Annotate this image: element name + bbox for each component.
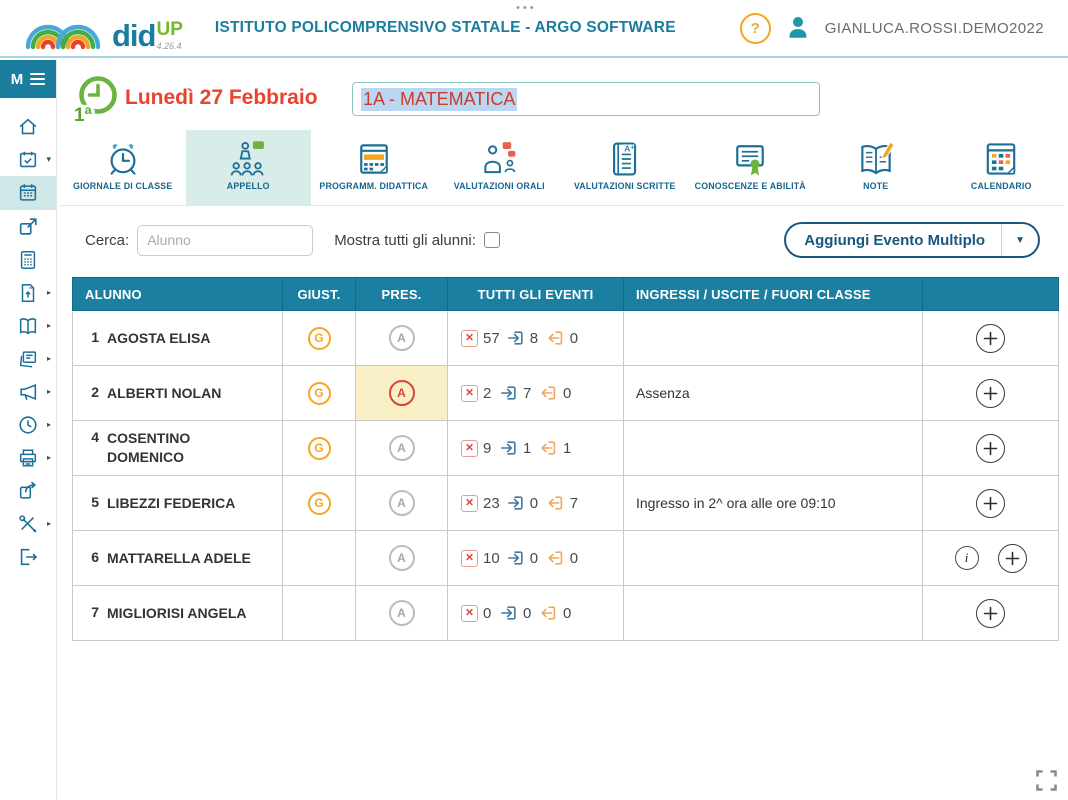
- absence-x-icon: ✕: [461, 495, 478, 512]
- student-name-cell: [73, 586, 283, 641]
- student-number: 2: [91, 383, 99, 400]
- entry-count: 0: [523, 604, 532, 622]
- actions-cell: [923, 311, 1059, 366]
- col-header-pres: PRES.: [356, 278, 448, 311]
- student-number: 5: [91, 493, 99, 510]
- events-cell: [448, 586, 624, 641]
- sidebar-item-registro[interactable]: [0, 148, 56, 172]
- tab-label: PROGRAMM. DIDATTICA: [319, 181, 429, 191]
- presence-cell: [356, 311, 448, 366]
- sidebar-menu-toggle[interactable]: [0, 60, 56, 98]
- events-cell: [448, 476, 624, 531]
- add-multiple-event-button[interactable]: Aggiungi Evento Multiplo ▼: [784, 222, 1040, 258]
- app-version: 4.26.4: [156, 41, 182, 51]
- entry-arrow-icon: [507, 494, 525, 512]
- student-name-cell: [73, 531, 283, 586]
- hour-badge: 1ª: [74, 105, 92, 125]
- col-header-eventi: TUTTI GLI EVENTI: [448, 278, 624, 311]
- events-cell: [448, 421, 624, 476]
- student-row: [73, 421, 1059, 476]
- share-icon: [17, 480, 39, 502]
- actions-cell: [923, 531, 1059, 586]
- entry-count: 7: [523, 384, 532, 402]
- add-event-button[interactable]: [976, 379, 1005, 408]
- exit-count: 1: [563, 439, 572, 457]
- logo-did-text: did: [112, 18, 156, 53]
- sidebar-item-esci[interactable]: [0, 545, 56, 569]
- sidebar-item-giornale[interactable]: [0, 176, 56, 210]
- justification-cell: [283, 366, 356, 421]
- presence-cell: [356, 421, 448, 476]
- absence-badge[interactable]: A: [389, 490, 415, 516]
- tab-appello[interactable]: [186, 130, 312, 205]
- actions-cell: [923, 366, 1059, 421]
- expand-arrow-icon: ▸: [46, 354, 51, 363]
- sidebar-item-comunicazioni[interactable]: [0, 380, 56, 404]
- absence-x-icon: ✕: [461, 550, 478, 567]
- calendar-icon: [17, 182, 39, 204]
- events-note-cell: [624, 586, 923, 641]
- justified-badge[interactable]: G: [308, 437, 331, 460]
- absence-count: 10: [483, 549, 500, 567]
- student-name: ALBERTI NOLAN: [107, 384, 222, 401]
- sidebar-item-orario[interactable]: [0, 413, 56, 437]
- student-row: [73, 366, 1059, 421]
- exit-arrow-icon: [547, 549, 565, 567]
- show-all-label: Mostra tutti gli alunni:: [334, 231, 476, 249]
- planning-calendar-icon: [354, 139, 394, 179]
- expand-arrow-icon: ▸: [46, 420, 51, 429]
- exit-arrow-icon: [547, 494, 565, 512]
- roll-call-table: [72, 277, 1059, 641]
- events-note-cell: Assenza: [624, 366, 923, 421]
- exit-arrow-icon: [540, 439, 558, 457]
- events-note-cell: Ingresso in 2^ ora alle ore 09:10: [624, 476, 923, 531]
- entry-arrow-icon: [507, 329, 525, 347]
- sidebar-item-link-esterno[interactable]: [0, 215, 56, 239]
- didup-logo: [22, 5, 183, 51]
- tab-conoscenze-e-abilit-[interactable]: [688, 130, 814, 205]
- actions-cell: [923, 476, 1059, 531]
- exit-count: 7: [569, 494, 579, 512]
- printer-icon: [17, 447, 39, 469]
- actions-cell: [923, 586, 1059, 641]
- student-name: COSENTINO DOMENICO: [107, 430, 191, 465]
- home-icon: [17, 116, 39, 138]
- absence-count: 0: [483, 604, 492, 622]
- add-event-button[interactable]: [998, 544, 1027, 573]
- col-header-giust: GIUST.: [283, 278, 356, 311]
- entry-count: 8: [529, 329, 539, 347]
- expand-arrow-icon: ▸: [46, 453, 51, 462]
- tab-valutazioni-orali[interactable]: [437, 130, 563, 205]
- student-name-cell: [73, 421, 283, 476]
- actions-cell: [923, 421, 1059, 476]
- sidebar-item-documenti[interactable]: [0, 281, 56, 305]
- tab-label: CALENDARIO: [970, 181, 1032, 191]
- student-name: LIBEZZI FEDERICA: [107, 494, 236, 511]
- entry-count: 1: [523, 439, 532, 457]
- expand-arrow-icon: ▾: [46, 154, 51, 164]
- exit-count: 0: [563, 604, 572, 622]
- external-link-icon: [17, 216, 39, 238]
- exit-count: 0: [563, 384, 572, 402]
- presence-cell: [356, 476, 448, 531]
- user-avatar-icon[interactable]: [785, 15, 811, 41]
- justified-badge[interactable]: G: [308, 327, 331, 350]
- written-evaluation-icon: [605, 139, 645, 179]
- notes-icon: [17, 348, 39, 370]
- presence-cell: [356, 366, 448, 421]
- calendar-check-icon: [17, 149, 39, 171]
- tools-icon: [17, 513, 39, 535]
- absence-x-icon: ✕: [461, 330, 478, 347]
- table-body: [73, 311, 1059, 641]
- justification-cell: [283, 311, 356, 366]
- exit-arrow-icon: [540, 604, 558, 622]
- class-subject-value: 1A - MATEMATICA: [363, 88, 516, 109]
- tab-label: CONOSCENZE E ABILITÀ: [694, 181, 806, 191]
- sidebar-item-bacheca[interactable]: [0, 347, 56, 371]
- absence-count: 57: [483, 329, 500, 347]
- clock-icon: [17, 414, 39, 436]
- absence-x-icon: ✕: [461, 440, 478, 457]
- app-header: [0, 0, 1068, 58]
- tab-label: APPELLO: [226, 181, 270, 191]
- justification-cell: [283, 586, 356, 641]
- justification-cell: [283, 531, 356, 586]
- sidebar: [0, 60, 57, 800]
- justified-badge[interactable]: G: [308, 492, 331, 515]
- menu-letter: M: [10, 70, 24, 88]
- entry-count: 0: [529, 549, 539, 567]
- oral-evaluation-icon: [479, 139, 519, 179]
- absence-badge[interactable]: A: [389, 600, 415, 626]
- sidebar-nav: [0, 98, 56, 573]
- entry-arrow-icon: [500, 604, 518, 622]
- expand-arrow-icon: ▸: [46, 387, 51, 396]
- megaphone-icon: [17, 381, 39, 403]
- calendar-grid-icon: [981, 139, 1021, 179]
- chevron-down-icon[interactable]: ▼: [1015, 234, 1025, 246]
- tab-giornale-di-classe[interactable]: [60, 130, 186, 205]
- student-row: [73, 476, 1059, 531]
- entry-count: 0: [529, 494, 539, 512]
- student-name-cell: [73, 311, 283, 366]
- book-pencil-icon: [856, 139, 896, 179]
- add-event-button[interactable]: [976, 434, 1005, 463]
- absence-count: 9: [483, 439, 492, 457]
- sidebar-item-home[interactable]: [0, 115, 56, 139]
- absence-count: 23: [483, 494, 500, 512]
- absence-x-icon: ✕: [461, 605, 478, 622]
- search-label: Cerca:: [85, 231, 130, 249]
- username-label: GIANLUCA.ROSSI.DEMO2022: [824, 19, 1044, 37]
- add-event-button[interactable]: [976, 599, 1005, 628]
- alarm-clock-icon: [103, 139, 143, 179]
- show-all-checkbox[interactable]: [484, 232, 500, 248]
- exit-arrow-icon: [540, 384, 558, 402]
- absence-badge[interactable]: A: [389, 545, 415, 571]
- justification-cell: [283, 421, 356, 476]
- tab-programm-didattica[interactable]: [311, 130, 437, 205]
- student-name: MATTARELLA ADELE: [107, 549, 251, 566]
- class-subject-input[interactable]: [352, 82, 820, 116]
- overflow-dots-icon[interactable]: •••: [516, 2, 537, 14]
- info-button[interactable]: i: [955, 546, 979, 570]
- table-header-row: [73, 278, 1059, 311]
- absence-badge[interactable]: A: [389, 380, 415, 406]
- lesson-hour-clock-icon: [70, 73, 122, 125]
- col-header-alunno: ALUNNO: [73, 278, 283, 311]
- student-number: 7: [91, 603, 99, 620]
- roll-call-icon: [228, 139, 268, 179]
- sidebar-item-strumenti[interactable]: [0, 512, 56, 536]
- tab-label: NOTE: [863, 181, 889, 191]
- exit-count: 0: [569, 329, 579, 347]
- absence-badge[interactable]: A: [389, 435, 415, 461]
- sidebar-item-didattica[interactable]: [0, 314, 56, 338]
- absence-count: 2: [483, 384, 492, 402]
- add-event-button[interactable]: [976, 324, 1005, 353]
- student-number: 4: [91, 429, 99, 446]
- svg-text:A⁺: A⁺: [623, 143, 635, 154]
- sidebar-item-stampe[interactable]: [0, 446, 56, 470]
- main-content: [58, 60, 1068, 800]
- student-number: 1: [91, 328, 99, 345]
- tab-bar: [60, 130, 1064, 206]
- student-name-cell: [73, 366, 283, 421]
- student-name-cell: [73, 476, 283, 531]
- entry-arrow-icon: [500, 384, 518, 402]
- expand-arrow-icon: ▸: [46, 321, 51, 330]
- skills-badge-icon: [730, 139, 770, 179]
- document-add-icon: [17, 282, 39, 304]
- events-cell: [448, 366, 624, 421]
- date-label: Lunedì 27 Febbraio: [125, 86, 318, 109]
- presence-cell: [356, 531, 448, 586]
- tab-calendario[interactable]: [939, 130, 1065, 205]
- sidebar-item-condividi[interactable]: [0, 479, 56, 503]
- justification-cell: [283, 476, 356, 531]
- hamburger-icon: [30, 73, 45, 86]
- col-header-ingressi: INGRESSI / USCITE / FUORI CLASSE: [624, 278, 923, 311]
- entry-arrow-icon: [500, 439, 518, 457]
- events-cell: [448, 311, 624, 366]
- logout-icon: [17, 546, 39, 568]
- calculator-icon: [17, 249, 39, 271]
- logo-up-text: UP: [156, 19, 183, 40]
- tab-label: VALUTAZIONI SCRITTE: [573, 181, 676, 191]
- student-row: [73, 586, 1059, 641]
- presence-cell: [356, 586, 448, 641]
- tab-note[interactable]: [813, 130, 939, 205]
- absence-badge[interactable]: A: [389, 325, 415, 351]
- tab-label: GIORNALE DI CLASSE: [73, 181, 173, 191]
- help-button[interactable]: ?: [740, 13, 771, 44]
- events-note-cell: [624, 531, 923, 586]
- justified-badge[interactable]: G: [308, 382, 331, 405]
- student-number: 6: [91, 548, 99, 565]
- add-event-button[interactable]: [976, 489, 1005, 518]
- expand-arrow-icon: ▸: [46, 288, 51, 297]
- exit-count: 0: [569, 549, 579, 567]
- student-name: MIGLIORISI ANGELA: [107, 604, 247, 621]
- exit-arrow-icon: [547, 329, 565, 347]
- rainbow-logo-icon: [22, 5, 104, 51]
- student-row: [73, 531, 1059, 586]
- expand-arrow-icon: ▸: [46, 519, 51, 528]
- events-note-cell: [624, 421, 923, 476]
- events-note-cell: [624, 311, 923, 366]
- absence-x-icon: ✕: [461, 385, 478, 402]
- student-row: [73, 311, 1059, 366]
- school-title: ISTITUTO POLICOMPRENSIVO STATALE - ARGO SOFTWARE: [214, 19, 676, 36]
- entry-arrow-icon: [507, 549, 525, 567]
- tab-label: VALUTAZIONI ORALI: [453, 181, 545, 191]
- student-name: AGOSTA ELISA: [107, 329, 211, 346]
- events-cell: [448, 531, 624, 586]
- search-input[interactable]: [137, 225, 313, 256]
- tab-valutazioni-scritte[interactable]: [562, 130, 688, 205]
- sidebar-item-calcolatrice[interactable]: [0, 248, 56, 272]
- col-header-actions: [923, 278, 1059, 311]
- book-icon: [17, 315, 39, 337]
- fullscreen-icon[interactable]: [1036, 770, 1057, 791]
- filter-row: [58, 220, 1068, 260]
